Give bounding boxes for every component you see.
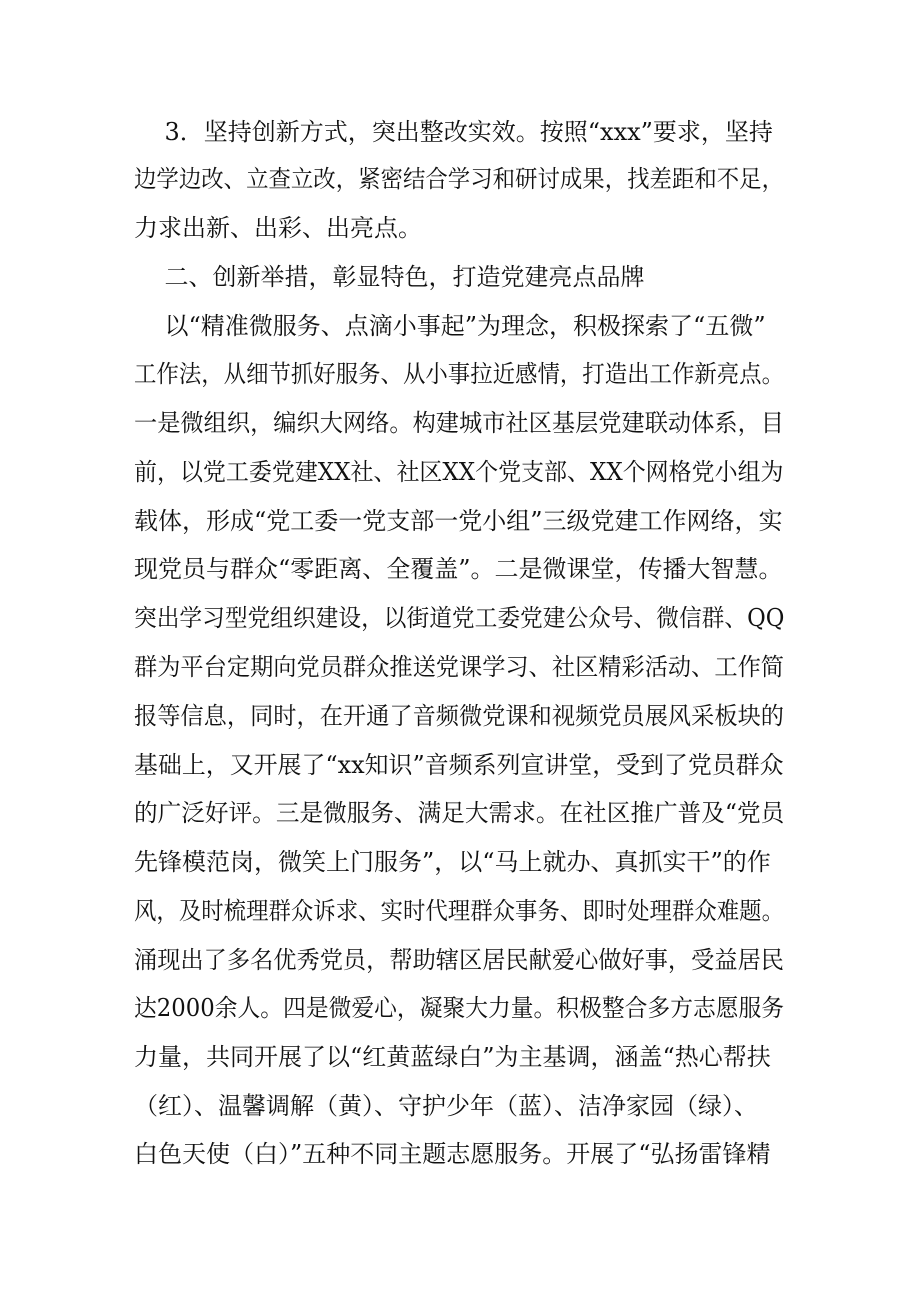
text-line: 先锋模范岗，微笑上门服务”，以“马上就办、真抓实干”的作 [134,848,771,876]
text-line: 现党员与群众“零距离、全覆盖”。二是微课堂，传播大智慧。 [134,555,783,583]
text-line: 载体，形成“党工委一党支部一党小组”三级党建工作网络，实 [134,507,783,535]
text-line: 风，及时梳理群众诉求、实时代理群众事务、即时处理群众难题。 [134,897,784,925]
text-line: 力量，共同开展了以“红黄蓝绿白”为主基调，涵盖“热心帮扶 [134,1043,771,1071]
text-line: 前，以党工委党建XX社、社区XX个党支部、XX个网格党小组为 [134,458,784,486]
text-line: 基础上，又开展了“xx知识”音频系列宣讲堂，受到了党员群众 [134,751,784,779]
text-line: 工作法，从细节抓好服务、从小事拉近感情，打造出工作新亮点。 [134,360,784,388]
text-line: 报等信息，同时，在开通了音频微党课和视频党员展风采板块的 [134,702,784,730]
text-line: 边学边改、立查立改，紧密结合学习和研讨成果，找差距和不足， [134,165,784,193]
text-line: 达2000余人。四是微爱心，凝聚大力量。积极整合多方志愿服务 [134,994,785,1022]
text-line: 的广泛好评。三是微服务、满足大需求。在社区推广普及“党员 [134,799,785,827]
text-line: 3．坚持创新方式，突出整改实效。按照“xxx”要求，坚持 [134,118,773,146]
text-line: 突出学习型党组织建设，以街道党工委党建公众号、微信群、QQ [134,604,785,632]
text-line: 力求出新、出彩、出亮点。 [134,214,422,242]
text-line: 涌现出了多名优秀党员，帮助辖区居民献爱心做好事，受益居民 [134,946,784,974]
text-line: 一是微组织，编织大网络。构建城市社区基层党建联动体系，目 [134,409,784,437]
text-line: 以“精准微服务、点滴小事起”为理念，积极探索了“五微” [134,312,766,340]
text-line: （红）、温馨调解（黄）、守护少年（蓝）、洁净家园（绿）、 [134,1092,758,1120]
section-heading: 二、创新举措，彰显特色，打造党建亮点品牌 [134,263,645,291]
text-line: 白色天使（白）”五种不同主题志愿服务。开展了“弘扬雷锋精 [134,1140,771,1168]
text-line: 群为平台定期向党员群众推送党课学习、社区精彩活动、工作简 [134,653,784,681]
